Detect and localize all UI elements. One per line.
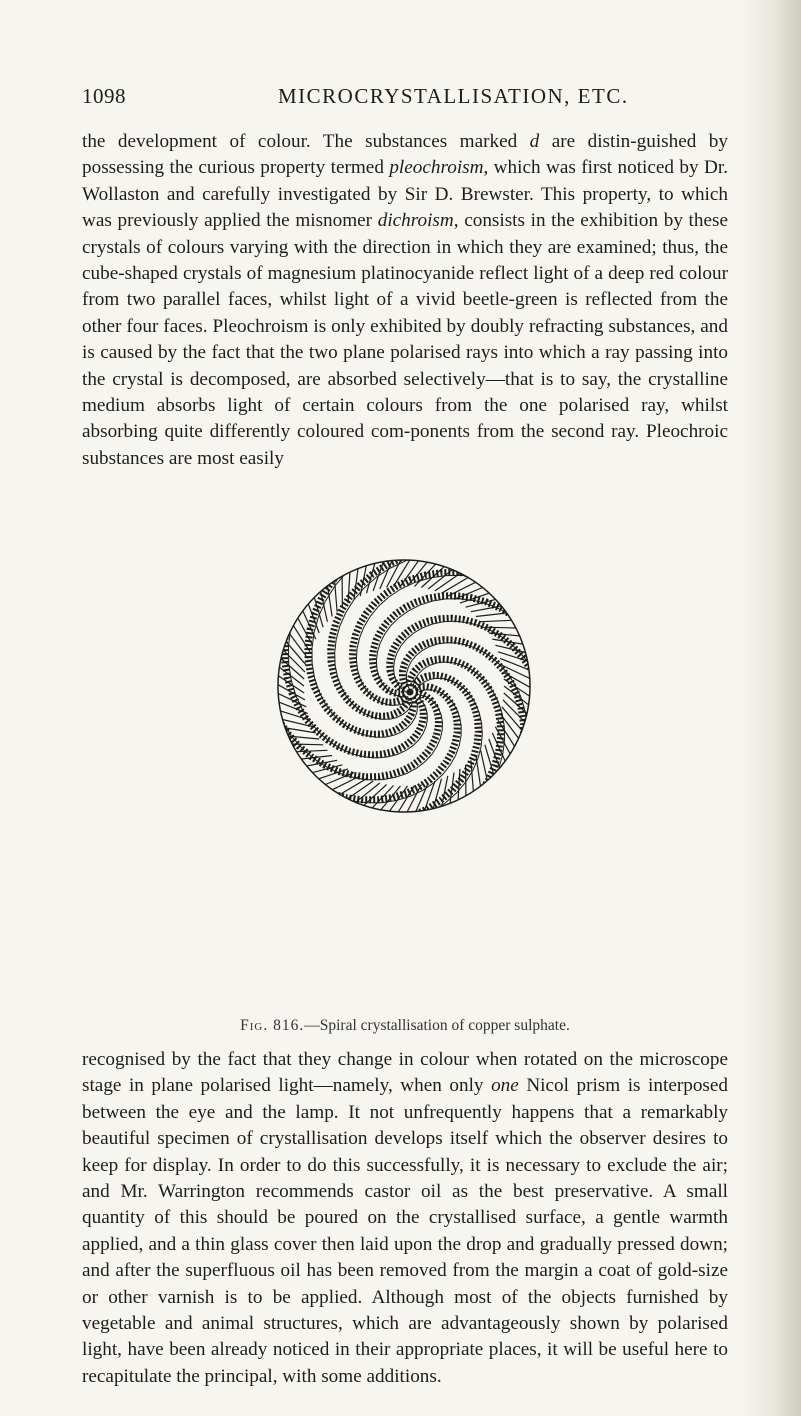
para1-text-4: , consists in the exhibition by these crystals of colours varying with the direction in which they are examined; thus, the cube-shaped crystals of magnesium platinocyanide reflect light of a deep red colour from two parallel faces, whilst light of a vivid beetle-green is reflected from the other four faces. Pleochroism is only exhibited by doubly refracting substances, and is caused by the fact that the two plane polarised rays into which a ray passing into the crystal is decomposed, are absorbed selectively—that is to say, the crystalline medium absorbs light of certain colours from the one polarised ray, whilst absorbing quite differently coloured com-ponents from the second ray. Pleochroic substances are most easily xyxy=(82,210,728,469)
fringe-stroke xyxy=(485,627,516,628)
para1-italic-pleochroism: pleochroism xyxy=(389,157,484,179)
spiral-center xyxy=(407,689,414,696)
fringe-stroke xyxy=(292,744,323,745)
para1-italic-d: d xyxy=(529,131,540,152)
para1-text-1: the development of colour. The substances marked xyxy=(82,131,530,152)
para2-italic-one: one xyxy=(491,1075,519,1097)
para2-text-1: recognised by the fact that they change in colour when rotated on the microscope stage in plane polarised light—namely, when only xyxy=(82,1049,728,1097)
para2-text-2: Nicol prism is interposed between the eye and the lamp. It not unfrequently happens that a remarkably beautiful specimen of crystallisation develops itself which the observer desires to keep for display. In order to do this successfully, it is necessary to exclude the air; and Mr. Warrington recommends castor oil as the best preservative. A small quantity of this should be poured on the crystallised surface, a gentle warmth applied, and a thin glass cover then laid upon the drop and gradually pressed down; and after the superfluous oil has been removed from the margin a coat of gold-size or other varnish is to be applied. Although most of the objects furnished by vegetable and animal structures, which are advantageously shown by polarised light, have been already noticed in their appropriate places, it will be useful here to recapitulate the principal, with some additions. xyxy=(82,1075,728,1387)
spiral-crystal-illustration xyxy=(276,496,532,876)
figure-caption-text: —Spiral crystallisation of copper sulphate. xyxy=(304,1017,570,1034)
para1-italic-dichroism: dichroism xyxy=(377,210,454,232)
figure-caption xyxy=(82,1017,728,1035)
page-edge-shadow xyxy=(741,0,801,1416)
para1-text-3: , which was first noticed by Dr. Wollaston and carefully investigated by Sir D. Brewster. This property, to which was previously applied the misnomer xyxy=(82,157,728,232)
paragraph-bottom xyxy=(82,1047,728,1390)
running-head: MICROCRYSTALLISATION, ETC. xyxy=(278,84,629,108)
page-header xyxy=(82,84,722,114)
page-number: 1098 xyxy=(82,84,126,108)
para1-text-2: are distin-guished by possessing the curious property termed xyxy=(82,131,728,179)
spiral-crystallisation-figure xyxy=(276,496,532,876)
figure-label: Fig. 816. xyxy=(240,1017,305,1034)
paragraph-top xyxy=(82,129,728,472)
